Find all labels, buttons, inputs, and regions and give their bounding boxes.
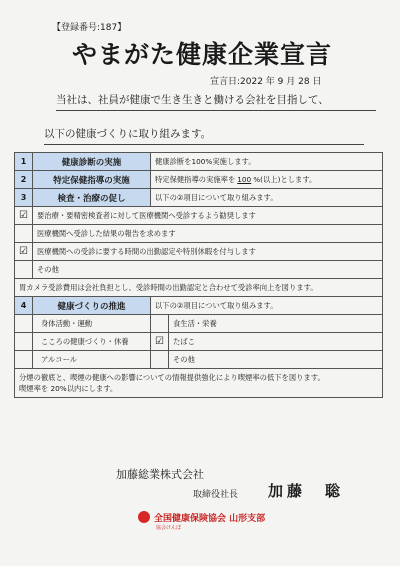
item-title: 健康づくりの推進	[33, 297, 151, 315]
company-name: 加藤総業株式会社	[116, 468, 204, 481]
option-text: 要治療・要精密検査者に対して医療機関へ受診するよう勧奨します	[33, 207, 383, 225]
page-title: やまがた健康企業宣言	[71, 40, 332, 69]
commitments-table	[14, 152, 383, 398]
option-text: その他	[33, 261, 383, 279]
item-number: 1	[15, 153, 33, 171]
option-text: 医療機関へ受診した結果の報告を求めます	[33, 225, 383, 243]
notes	[15, 369, 383, 398]
rate-value: 100	[237, 174, 252, 184]
option-row	[15, 207, 383, 225]
checkbox[interactable]: ☑	[15, 207, 33, 225]
item-title: 特定保健指導の実施	[33, 171, 151, 189]
other-note: 胃カメラ受診費用は会社負担とし、受診時間の出勤認定と合わせて受診率向上を図ります。	[15, 279, 383, 297]
item-description: 以下の②項目について取り組みます。	[151, 297, 383, 315]
association-name: 全国健康保険協会 山形支部	[154, 514, 266, 524]
item-number: 4	[15, 297, 33, 315]
ceo-name: 加藤 聡	[268, 482, 345, 500]
item-description: 健康診断を100%実施します。	[151, 153, 383, 171]
note-line-2: 喫煙率を 20%以内にします。	[19, 384, 118, 393]
grid-row	[15, 351, 383, 369]
grid-row	[15, 333, 383, 351]
grid-item: 食生活・栄養	[169, 315, 383, 333]
item-description: 以下の②項目について取り組みます。	[151, 189, 383, 207]
checkbox[interactable]	[15, 261, 33, 279]
declaration-date: 宣言日:2022 年 9 月 28 日	[210, 77, 322, 87]
intro-line-1: 当社は、社員が健康で生き生きと働ける会社を目指して、	[56, 92, 376, 111]
item-3-row	[15, 189, 383, 207]
checkbox[interactable]	[151, 315, 169, 333]
option-row	[15, 243, 383, 261]
option-row	[15, 261, 383, 279]
item-title: 検査・治療の促し	[33, 189, 151, 207]
checkbox[interactable]	[15, 333, 33, 351]
item-4-row	[15, 297, 383, 315]
checkbox[interactable]: ☑	[15, 243, 33, 261]
other-note-row	[15, 279, 383, 297]
ceo-role: 取締役社長	[193, 490, 239, 500]
grid-row	[15, 315, 383, 333]
grid-item: たばこ	[169, 333, 383, 351]
note-line-1: 分煙の徹底と、喫煙の健康への影響についての情報提供強化により喫煙率の低下を図ります。	[19, 373, 325, 382]
grid-item: こころの健康づくり・休養	[33, 333, 151, 351]
grid-item: アルコール	[33, 351, 151, 369]
option-text: 医療機関への受診に要する時間の出勤認定や特別休暇を付与します	[33, 243, 383, 261]
option-row	[15, 225, 383, 243]
checkbox[interactable]: ☑	[151, 333, 169, 351]
grid-item: その他	[169, 351, 383, 369]
checkbox[interactable]	[151, 351, 169, 369]
registration-number: 【登録番号:187】	[52, 23, 127, 33]
rate-prefix: 特定保健指導の実施率を	[155, 174, 236, 184]
association-subtitle: 協会けんぽ	[156, 525, 182, 531]
intro-line-2: 以下の健康づくりに取り組みます。	[44, 126, 364, 145]
kyokai-logo-icon	[138, 511, 150, 523]
checkbox[interactable]	[15, 315, 33, 333]
notes-row	[15, 369, 383, 398]
item-1-row	[15, 153, 383, 171]
item-description	[151, 171, 383, 189]
item-number: 2	[15, 171, 33, 189]
grid-item: 身体活動・運動	[33, 315, 151, 333]
checkbox[interactable]	[15, 351, 33, 369]
item-title: 健康診断の実施	[33, 153, 151, 171]
item-2-row	[15, 171, 383, 189]
checkbox[interactable]	[15, 225, 33, 243]
item-number: 3	[15, 189, 33, 207]
rate-suffix: %(以上)とします。	[253, 174, 317, 184]
